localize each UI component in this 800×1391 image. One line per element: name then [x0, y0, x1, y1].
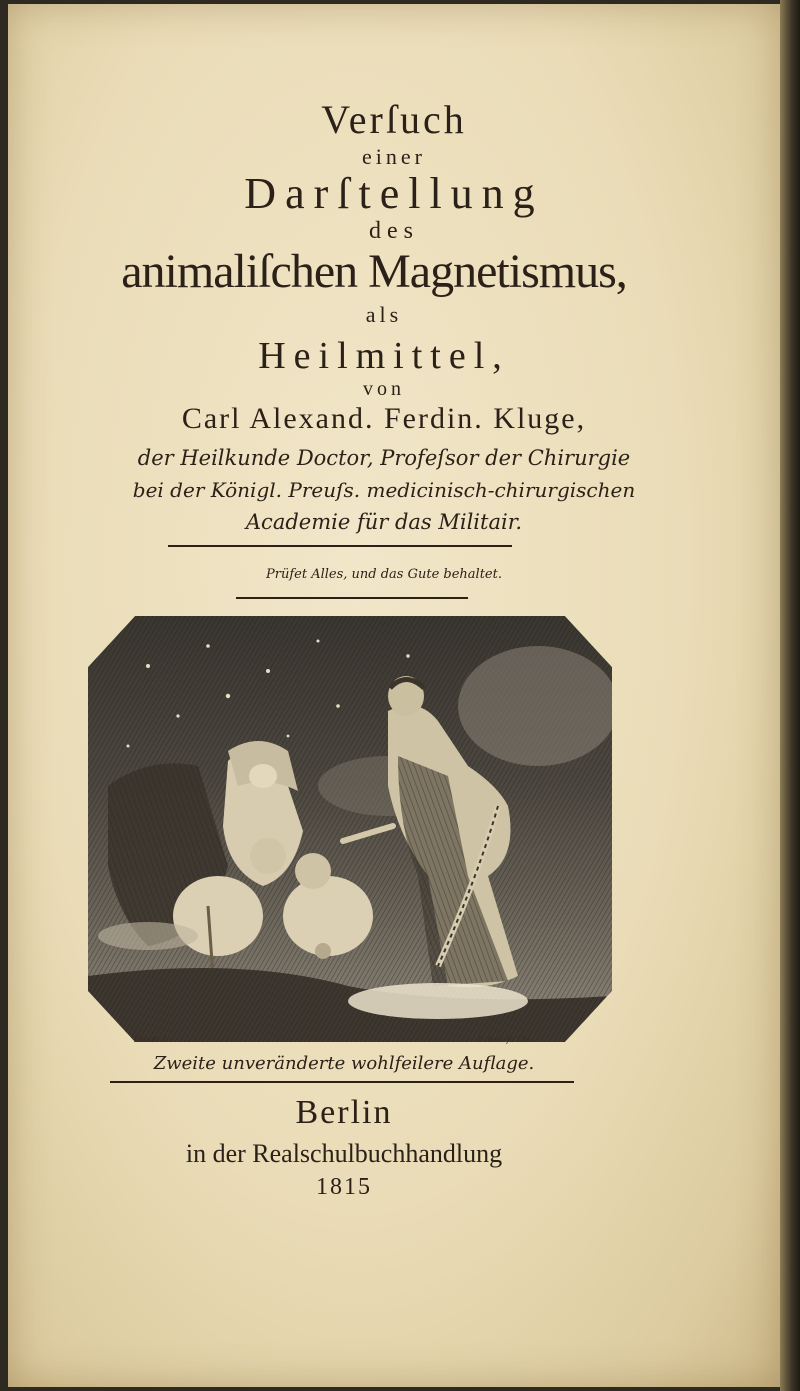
- title-word-als: als: [365, 302, 403, 327]
- author-credentials-line-3: Academie für das Militair.: [245, 510, 523, 534]
- title-word-versuch: Verſuch: [321, 97, 467, 142]
- engraving-credit-draughtsman: Braun d.: [134, 1035, 169, 1044]
- title-main-subject: animaliſchen Magnetismus,: [121, 245, 627, 298]
- imprint-city: Berlin: [295, 1094, 393, 1131]
- title-word-darstellung: Darſtellung: [244, 169, 544, 218]
- rule-above-motto: [168, 545, 512, 547]
- motto: Prüfet Alles, und das Gute behaltet.: [266, 567, 502, 582]
- imprint-publisher: in der Realschulbuchhandlung: [185, 1139, 503, 1168]
- frontispiece-engraving: [88, 616, 612, 1042]
- rule-above-imprint: [110, 1081, 574, 1083]
- author-name: Carl Alexand. Ferdin. Kluge,: [181, 402, 587, 435]
- title-word-heilmittel: Heilmittel,: [258, 335, 510, 377]
- book-spine-edge: [780, 0, 800, 1391]
- engraving-illustration: [88, 616, 612, 1042]
- title-word-von: von: [363, 378, 405, 400]
- title-word-des: des: [369, 218, 419, 244]
- edition-note: Zweite unveränderte wohlfeilere Auflage.: [153, 1053, 535, 1074]
- author-credentials-line-2: bei der Königl. Preuſs. medicinisch-chirurgischen: [132, 478, 636, 502]
- title-page: [8, 4, 780, 1387]
- author-credentials-line-1: der Heilkunde Doctor, Profeſsor der Chirurgie: [137, 446, 631, 470]
- imprint-year: 1815: [316, 1174, 372, 1200]
- engraving-credit-engraver: F. Bolt fc 181.: [478, 1035, 535, 1044]
- rule-below-motto: [236, 597, 468, 599]
- title-word-einer: einer: [362, 144, 426, 169]
